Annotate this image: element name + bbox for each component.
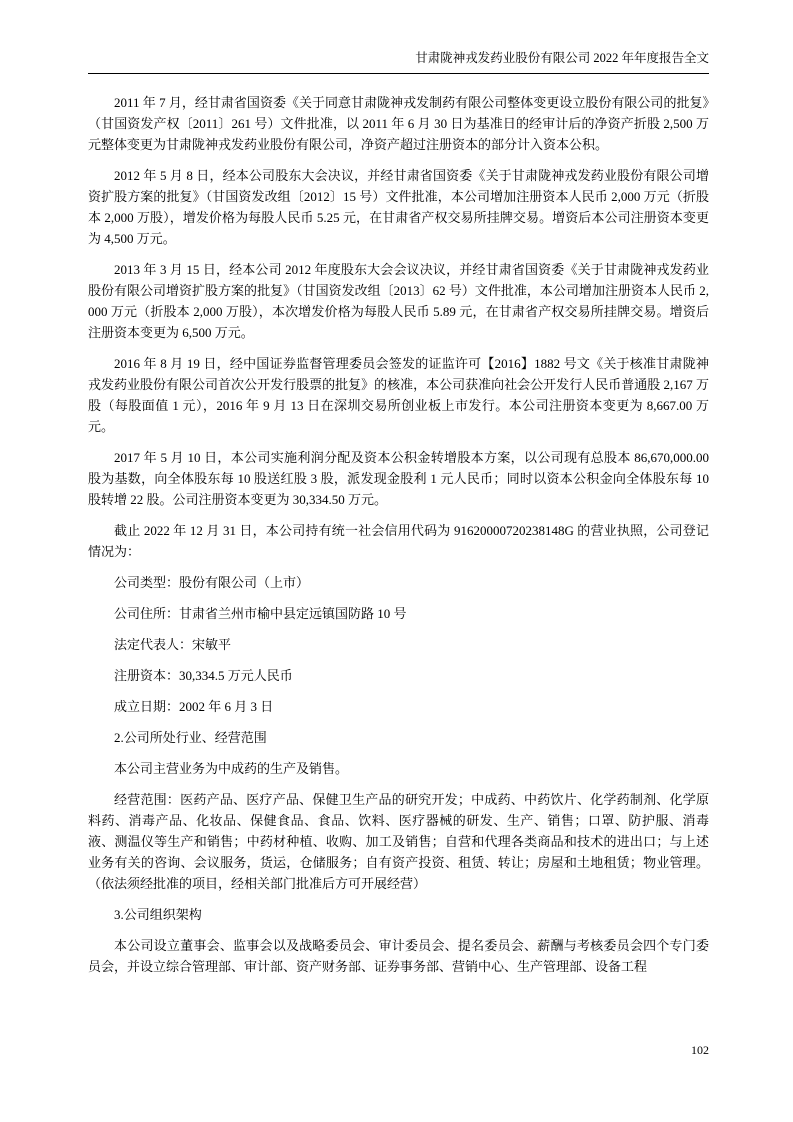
header-divider bbox=[88, 73, 709, 74]
paragraph: 2012 年 5 月 8 日，经本公司股东大会决议，并经甘肃省国资委《关于甘肃陇神戎发药业股份有限公司增资扩股方案的批复》（甘国资发改组〔2012〕15 号）文件批准，本公司增加注册资本人民币 2,000 万元（折股本 2,000 万股），增发价格为每股人民币 5.25 元，在甘肃省产权交易所挂牌交易。增资后本公司注册资本变更为 4,500 万元。 bbox=[88, 168, 709, 246]
paragraph: 2017 年 5 月 10 日，本公司实施利润分配及资本公积金转增股本方案，以公司现有总股本 86,670,000.00 股为基数，向全体股东每 10 股送红股 3 股，派发现金股利 1 元人民币；同时以资本公积金向全体股东每 10 股转增 22 股。公司注册资本变更为 30,334.50 万元。 bbox=[88, 450, 709, 507]
paragraph: 本公司主营业务为中成药的生产及销售。 bbox=[114, 761, 349, 776]
page-footer bbox=[691, 1043, 709, 1058]
company-address-line: 公司住所：甘肃省兰州市榆中县定远镇国防路 10 号 bbox=[114, 606, 407, 621]
page-header bbox=[88, 50, 709, 73]
paragraph: 截止 2022 年 12 月 31 日，本公司持有统一社会信用代码为 91620000720238148G 的营业执照，公司登记情况为： bbox=[88, 523, 709, 559]
establishment-date-line: 成立日期：2002 年 6 月 3 日 bbox=[114, 699, 274, 714]
report-title: 甘肃陇神戎发药业股份有限公司 2022 年年度报告全文 bbox=[415, 51, 709, 65]
paragraph: 2013 年 3 月 15 日，经本公司 2012 年度股东大会会议决议，并经甘肃省国资委《关于甘肃陇神戎发药业股份有限公司增资扩股方案的批复》（甘国资发改组〔2013〕62 号）文件批准，本公司增加注册资本人民币 2,000 万元（折股本 2,000 万股），本次增发价格为每股人民币 5.89 元，在甘肃省产权交易所挂牌交易。增资后注册资本变更为 6,500 万元。 bbox=[88, 262, 709, 340]
paragraph: 经营范围：医药产品、医疗产品、保健卫生产品的研究开发；中成药、中药饮片、化学药制剂、化学原料药、消毒产品、化妆品、保健食品、食品、饮料、医疗器械的研发、生产、销售；口罩、防护服、消毒液、测温仪等生产和销售；中药材种植、收购、加工及销售；自营和代理各类商品和技术的进出口；与上述业务有关的咨询、会议服务，货运，仓储服务；自有资产投资、租赁、转让；房屋和土地租赁；物业管理。（依法须经批准的项目，经相关部门批准后方可开展经营） bbox=[88, 792, 709, 891]
paragraph: 2011 年 7 月，经甘肃省国资委《关于同意甘肃陇神戎发制药有限公司整体变更设立股份有限公司的批复》（甘国资发产权〔2011〕261 号）文件批准，以 2011 年 6 月 30 日为基准日的经审计后的净资产折股 2,500 万元整体变更为甘肃陇神戎发药业股份有限公司，净资产超过注册资本的部分计入资本公积。 bbox=[88, 95, 709, 152]
registered-capital-line: 注册资本：30,334.5 万元人民币 bbox=[114, 668, 293, 683]
section-heading-industry-scope: 2.公司所处行业、经营范围 bbox=[114, 730, 267, 745]
paragraph: 本公司设立董事会、监事会以及战略委员会、审计委员会、提名委员会、薪酬与考核委员会四个专门委员会，并设立综合管理部、审计部、资产财务部、证券事务部、营销中心、生产管理部、设备工程 bbox=[88, 938, 709, 974]
company-type-line: 公司类型：股份有限公司（上市） bbox=[114, 575, 310, 590]
paragraph: 2016 年 8 月 19 日，经中国证券监督管理委员会签发的证监许可【2016】1882 号文《关于核准甘肃陇神戎发药业股份有限公司首次公开发行股票的批复》的核准，本公司获准向社会公开发行人民币普通股 2,167 万股（每股面值 1 元），2016 年 9 月 13 日在深圳交易所创业板上市发行。本公司注册资本变更为 8,667.00 万元。 bbox=[88, 356, 709, 434]
legal-representative-line: 法定代表人：宋敏平 bbox=[114, 637, 232, 652]
page-number: 102 bbox=[691, 1043, 709, 1057]
section-heading-org-structure: 3.公司组织架构 bbox=[114, 907, 202, 922]
document-body bbox=[88, 92, 709, 977]
